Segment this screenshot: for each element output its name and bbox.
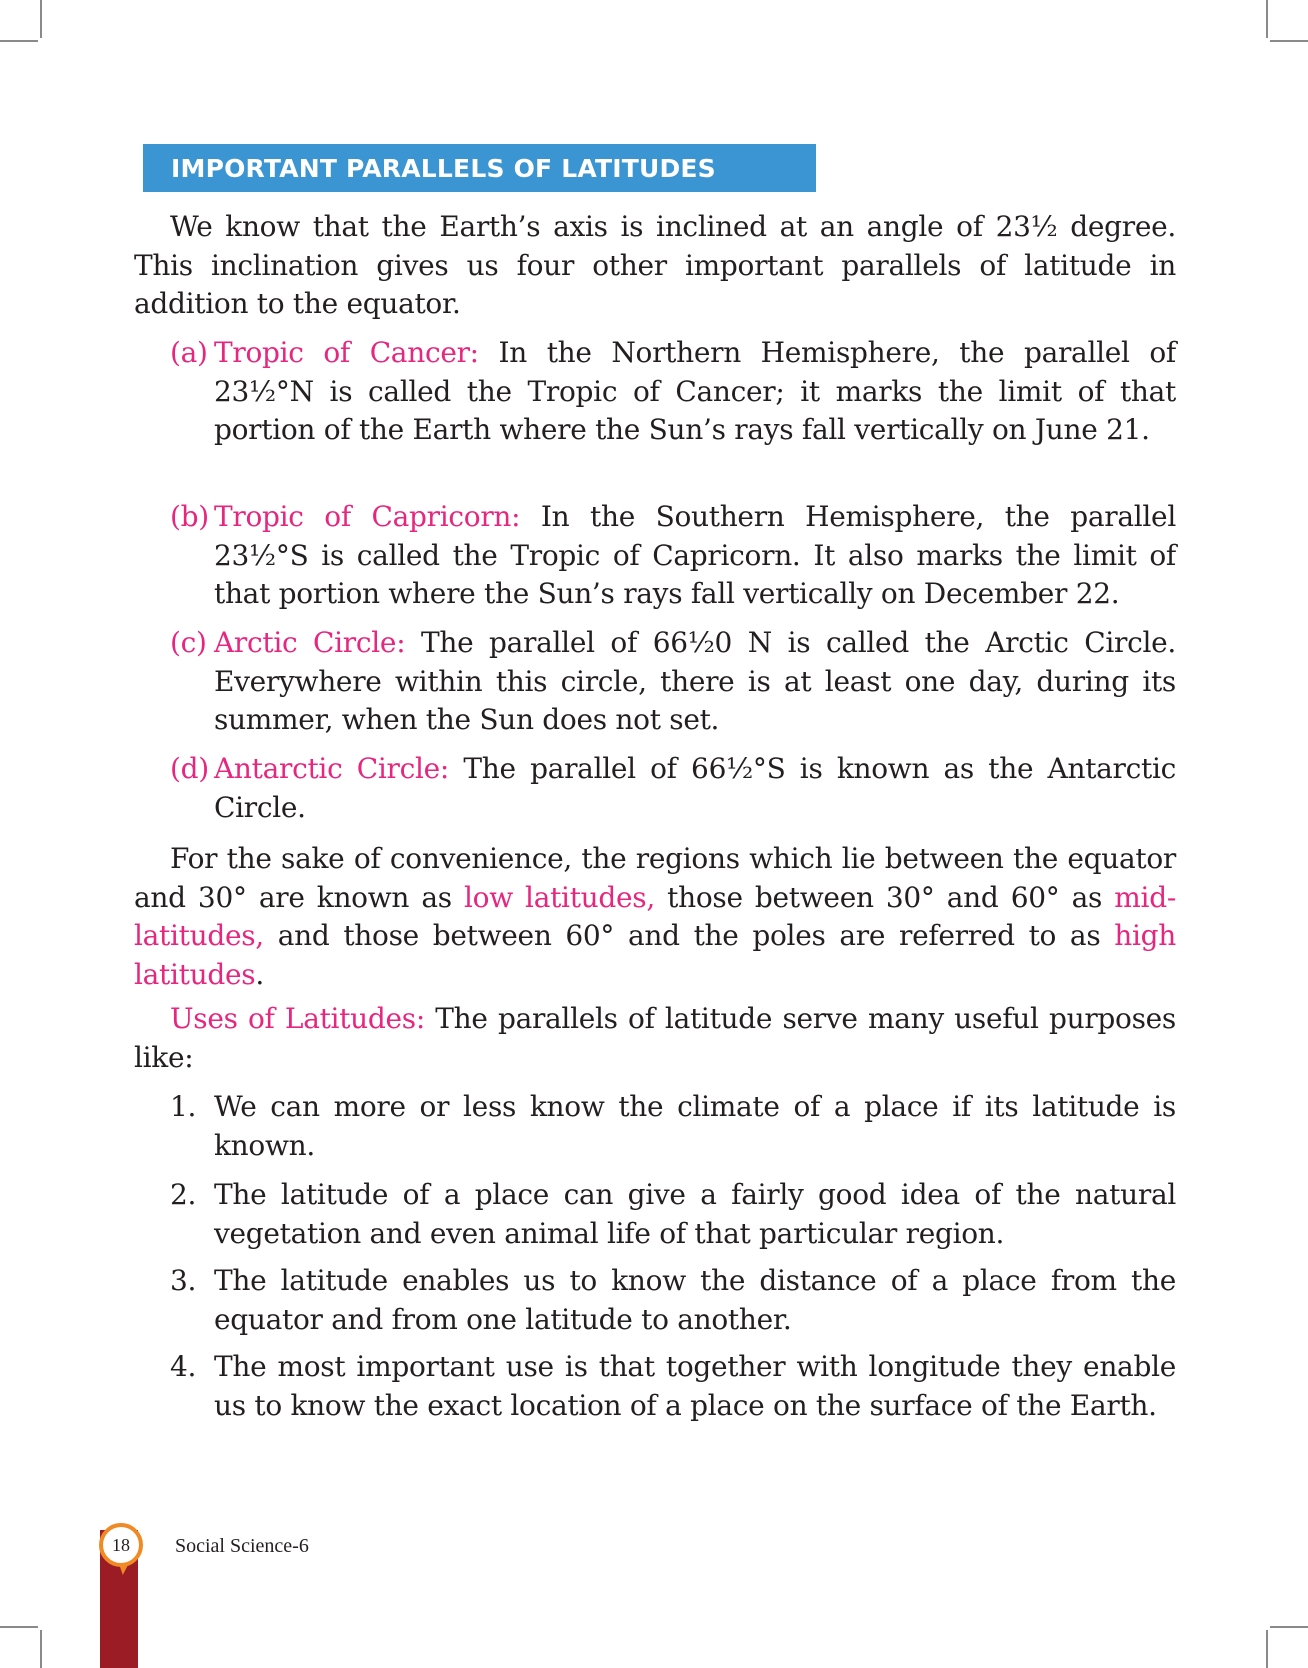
crop-mark	[1270, 40, 1308, 42]
crop-mark	[40, 0, 42, 38]
item-text: We can more or less know the climate of a place if its latitude is known.	[214, 1090, 1176, 1162]
term-uses-of-latitudes: Uses of Latitudes:	[170, 1002, 425, 1035]
item-number: 4.	[170, 1350, 197, 1383]
crop-mark	[1270, 1626, 1308, 1628]
parallel-item-b	[170, 498, 1176, 614]
item-text: The most important use is that together with longitude they enable us to know the exact location of a place on the surface of the Earth.	[214, 1350, 1176, 1422]
book-title: Social Science-6	[175, 1535, 309, 1557]
uses-paragraph	[134, 1000, 1176, 1077]
convenience-paragraph	[134, 840, 1176, 994]
item-text: The latitude of a place can give a fairly good idea of the natural vegetation and even animal life of that particular region.	[214, 1178, 1176, 1250]
parallel-item-d	[170, 750, 1176, 827]
item-number: 3.	[170, 1264, 197, 1297]
section-heading	[143, 144, 816, 192]
intro-paragraph: We know that the Earth’s axis is inclined at an angle of 23½ degree. This inclination gives us four other important parallels of latitude in addition to the equator.	[134, 210, 1176, 320]
use-item-2	[170, 1176, 1176, 1253]
item-label: (a)	[170, 336, 208, 369]
item-text: In the Southern Hemisphere, the parallel 23½°S is called the Tropic of Capricorn. It also marks the limit of that portion where the Sun’s rays fall vertically on December 22.	[214, 500, 1176, 610]
term-mid-latitudes: mid-latitudes,	[134, 880, 1176, 952]
page-number: 18	[112, 1534, 130, 1555]
convenience-text: .	[255, 957, 264, 991]
use-item-4	[170, 1348, 1176, 1425]
parallel-item-a	[170, 334, 1176, 450]
parallel-item-c	[170, 624, 1176, 740]
crop-mark	[40, 1630, 42, 1668]
section-heading-text: IMPORTANT PARALLELS OF LATITUDES	[171, 153, 716, 183]
use-item-3	[170, 1262, 1176, 1339]
term-antarctic-circle: Antarctic Circle:	[214, 752, 450, 785]
crop-mark	[0, 40, 38, 42]
page-number-badge	[99, 1523, 143, 1567]
uses-intro-text: The parallels of latitude serve many useful purposes like:	[134, 1002, 1176, 1074]
item-number: 1.	[170, 1090, 197, 1123]
term-high-latitudes: high latitudes	[134, 919, 1176, 991]
crop-mark	[1266, 0, 1268, 38]
item-text: In the Northern Hemisphere, the parallel of 23½°N is called the Tropic of Cancer; it marks the limit of that portion of the Earth where the Sun’s rays fall vertically on June 21.	[214, 336, 1176, 446]
item-label: (b)	[170, 500, 209, 533]
term-tropic-of-cancer: Tropic of Cancer:	[214, 336, 479, 369]
item-text: The parallel of 66½0 N is called the Arctic Circle. Everywhere within this circle, there is at least one day, during its summer, when the Sun does not set.	[214, 626, 1177, 736]
convenience-text: those between 30° and 60° as	[654, 880, 1115, 914]
term-tropic-of-capricorn: Tropic of Capricorn:	[214, 500, 521, 533]
convenience-text: For the sake of convenience, the regions which lie between the equator and 30° are known as	[134, 842, 1176, 914]
crop-mark	[1266, 1630, 1268, 1668]
use-item-1	[170, 1088, 1176, 1165]
term-low-latitudes: low latitudes,	[463, 880, 655, 914]
term-arctic-circle: Arctic Circle:	[214, 626, 406, 659]
item-number: 2.	[170, 1178, 197, 1211]
item-text: The latitude enables us to know the distance of a place from the equator and from one latitude to another.	[214, 1264, 1176, 1336]
item-text: The parallel of 66½°S is known as the Antarctic Circle.	[214, 752, 1177, 824]
crop-mark	[0, 1626, 38, 1628]
item-label: (c)	[170, 626, 207, 659]
convenience-text: and those between 60° and the poles are referred to as	[263, 919, 1115, 952]
item-label: (d)	[170, 752, 209, 785]
